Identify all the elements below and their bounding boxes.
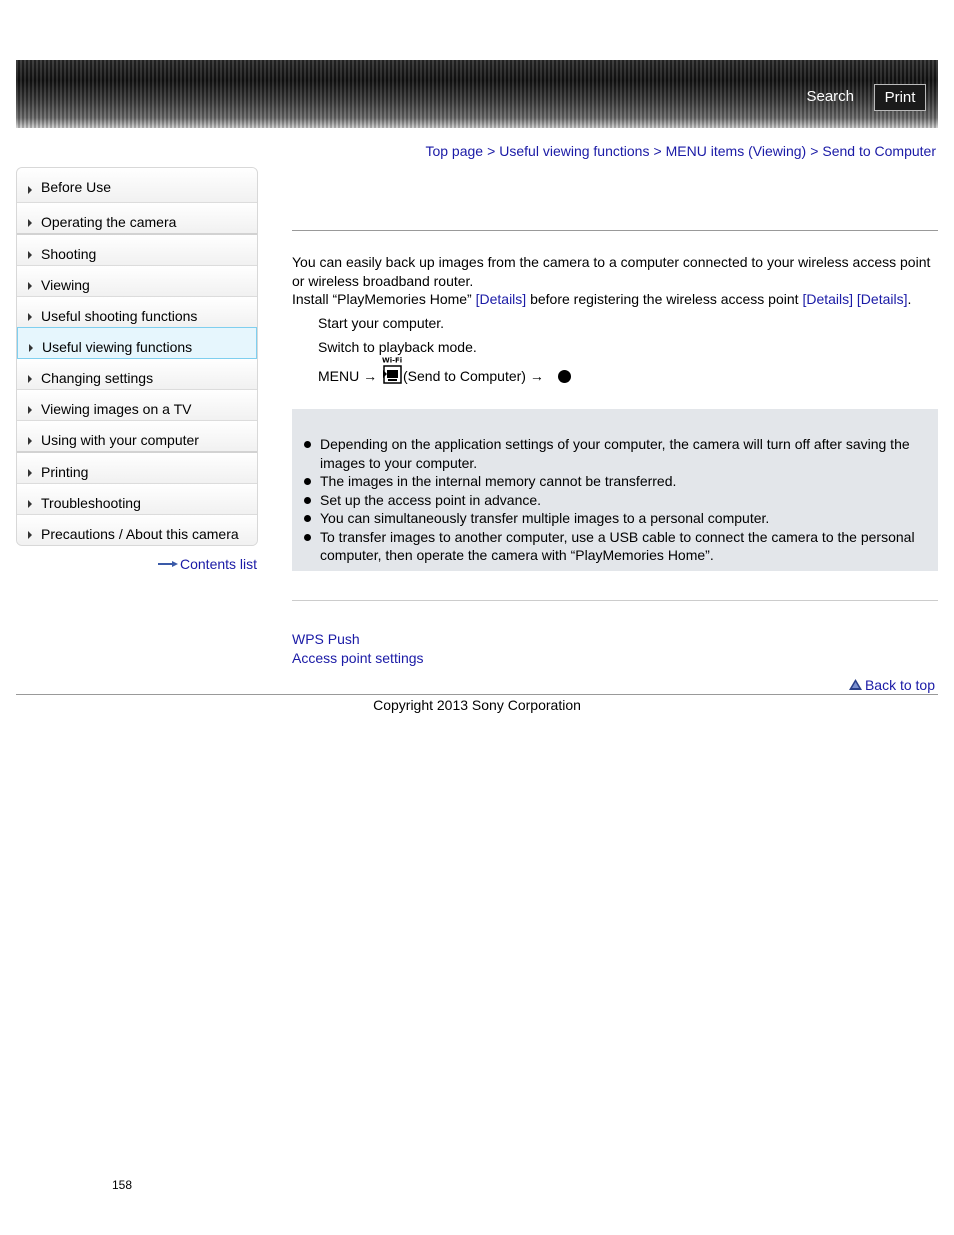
note-item [304,472,924,491]
step-item: Switch to playback mode. [318,339,477,355]
footer-divider [16,694,938,695]
bullet-icon [304,497,311,504]
notes-list [304,435,924,565]
back-to-top-label: Back to top [864,677,935,693]
triangle-right-icon [28,406,32,414]
wps-push-link[interactable]: WPS Push [292,631,360,647]
sidebar-item-useful-shooting[interactable] [17,297,257,328]
sidebar-item-label: Shooting [41,246,97,262]
breadcrumb-useful-viewing[interactable]: Useful viewing functions [499,143,650,159]
triangle-right-icon [28,500,32,508]
step-item: Start your computer. [318,315,445,331]
section-divider [292,600,938,601]
details-link-access-point-2[interactable]: [Details] [856,291,908,307]
sidebar-item-label: Using with your computer [41,432,199,448]
sidebar-item-viewing-tv[interactable] [17,390,257,421]
intro-text [292,253,938,309]
print-button[interactable]: Print [874,84,926,111]
note-item [304,491,924,510]
sidebar-item-useful-viewing[interactable] [17,327,257,359]
note-text: Set up the access point in advance. [320,491,542,508]
menu-instruction [318,356,571,396]
sidebar-nav [16,167,258,546]
center-button-icon [558,370,571,383]
details-link-access-point[interactable]: [Details] [802,291,854,307]
bullet-icon [304,478,311,485]
sidebar-item-label: Operating the camera [41,214,177,230]
triangle-right-icon [28,469,32,477]
back-to-top-link[interactable] [849,677,935,694]
sidebar-item-label: Precautions / About this camera [41,526,239,542]
bullet-icon [304,441,311,448]
sidebar-item-label: Viewing [41,277,90,293]
breadcrumb-send-to-computer[interactable]: Send to Computer [822,143,936,159]
triangle-right-icon [28,282,32,290]
install-line [292,290,938,309]
note-text: To transfer images to another computer, use a USB cable to connect the camera to the personal computer, then operate the camera with “PlayMemories Home”. [320,528,915,563]
details-link-playmemories[interactable]: [Details] [475,291,527,307]
menu-label: MENU [318,368,360,384]
note-text: You can simultaneously transfer multiple images to a personal computer. [320,510,770,526]
note-item [304,528,924,565]
sidebar-item-printing[interactable] [17,453,257,484]
sidebar-item-label: Viewing images on a TV [41,401,192,417]
breadcrumb-top-page[interactable]: Top page [425,143,484,159]
copyright-text: Copyright 2013 Sony Corporation [373,697,581,713]
sidebar-item-computer[interactable] [17,421,257,453]
triangle-right-icon [28,186,32,194]
title-divider [292,230,938,231]
sidebar-item-changing-settings[interactable] [17,359,257,390]
sidebar-item-troubleshooting[interactable] [17,484,257,515]
sidebar-item-shooting[interactable] [17,235,257,266]
related-links [292,630,424,668]
notes-box [292,409,938,571]
install-middle: before registering the wireless access point [526,291,803,307]
breadcrumb-separator: > [653,143,662,159]
contents-list-label: Contents list [180,556,258,572]
header-bar [16,60,938,128]
sidebar-item-label: Before Use [41,179,112,195]
steps-list [318,314,477,362]
breadcrumb-menu-items[interactable]: MENU items (Viewing) [665,143,807,159]
arrow-right-icon [158,561,178,567]
note-item [304,435,924,472]
bullet-icon [304,515,311,522]
intro-line: You can easily back up images from the camera to a computer connected to your wireless access point or wireless broadband router. [292,254,931,289]
sidebar-item-before-use[interactable] [17,168,257,203]
triangle-right-icon [29,344,33,352]
triangle-right-icon [28,313,32,321]
sidebar-item-label: Printing [41,464,89,480]
breadcrumb-separator: > [810,143,819,159]
sidebar-item-label: Changing settings [41,370,154,386]
install-suffix: . [907,291,912,307]
bullet-icon [304,534,311,541]
page-number: 158 [112,1178,133,1192]
arrow-icon: → [529,368,544,384]
contents-list-link[interactable] [158,556,257,572]
sidebar-item-label: Useful viewing functions [42,339,193,355]
search-button[interactable]: Search [806,88,854,105]
menu-item-label: (Send to Computer) [403,368,526,384]
triangle-right-icon [28,531,32,539]
note-text: Depending on the application settings of your computer, the camera will turn off after saving the images to your computer. [320,436,910,471]
sidebar-item-label: Useful shooting functions [41,308,198,324]
triangle-up-icon [849,677,862,693]
sidebar-item-precautions[interactable] [17,515,257,545]
svg-text:Wi-Fi: Wi-Fi [382,356,403,365]
triangle-right-icon [28,437,32,445]
arrow-icon: → [363,368,378,384]
sidebar-item-operating[interactable] [17,203,257,235]
sidebar-item-label: Troubleshooting [41,495,141,511]
breadcrumb [425,143,936,159]
triangle-right-icon [28,251,32,259]
sidebar-item-viewing[interactable] [17,266,257,297]
breadcrumb-separator: > [487,143,496,159]
triangle-right-icon [28,375,32,383]
access-point-settings-link[interactable]: Access point settings [292,650,424,666]
note-item [304,509,924,528]
triangle-right-icon [28,219,32,227]
note-text: The images in the internal memory cannot be transferred. [320,473,677,489]
wifi-send-to-computer-icon [381,356,403,384]
install-prefix: Install “PlayMemories Home” [292,291,476,307]
